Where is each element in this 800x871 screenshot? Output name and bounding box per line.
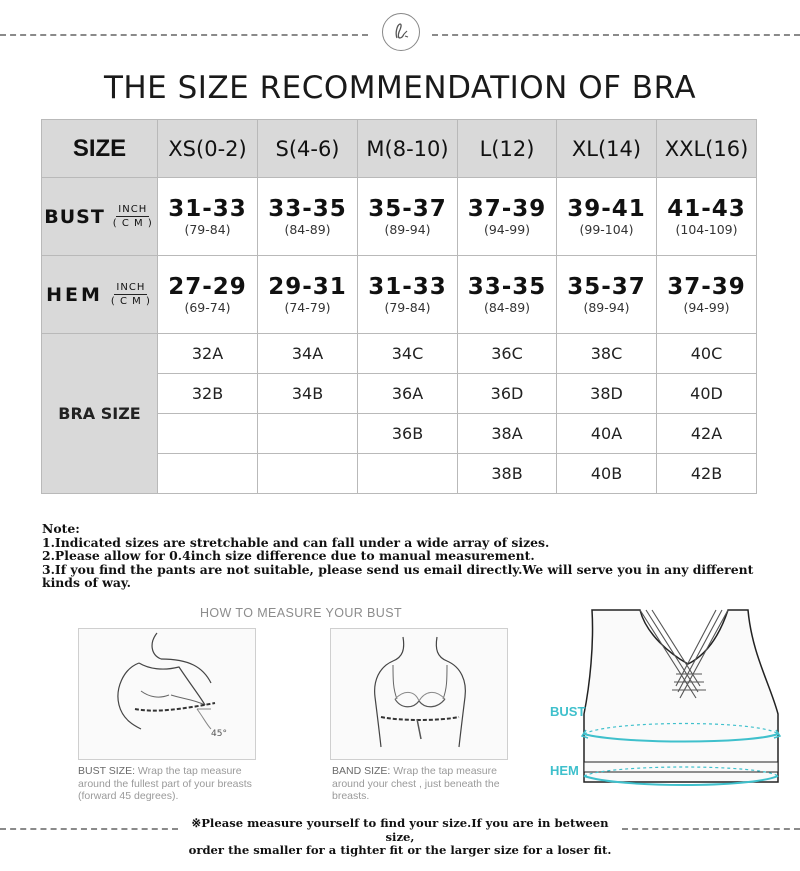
size-header-cell: XL(14) <box>557 120 657 178</box>
size-header-row <box>42 120 757 178</box>
bra-size-cell: 38B <box>458 454 557 494</box>
bust-size-caption <box>78 765 263 803</box>
bra-size-cell: 40D <box>657 374 757 414</box>
bra-garment-illustration <box>580 604 790 804</box>
bra-size-cell: 42A <box>657 414 757 454</box>
bra-size-cell: 34B <box>258 374 358 414</box>
footer-note <box>180 817 620 858</box>
page-title: THE SIZE RECOMMENDATION OF BRA <box>103 70 697 106</box>
bra-size-cell: 38A <box>458 414 557 454</box>
hem-row <box>42 256 757 334</box>
bust-cell: 33-35 (84-89) <box>258 178 358 256</box>
note-item: 1.Indicated sizes are stretchable and can fall under a wide array of sizes. <box>42 534 550 550</box>
size-header-cell: L(12) <box>458 120 557 178</box>
bra-size-cell: 34C <box>358 334 458 374</box>
unit-cm: ( C M ) <box>110 296 151 307</box>
band-size-caption-text: Wrap the tap measure around your chest , just beneath the breasts. <box>332 765 500 802</box>
bottom-divider-right <box>622 828 800 830</box>
bust-cell: 39-41 (99-104) <box>557 178 657 256</box>
size-header-cell: S(4-6) <box>258 120 358 178</box>
garment-bust-label: BUST <box>550 704 586 719</box>
bra-size-cell: 36D <box>458 374 557 414</box>
bra-size-cell <box>258 454 358 494</box>
bra-size-cell: 42B <box>657 454 757 494</box>
notes-block <box>42 522 762 590</box>
note-item: 2.Please allow for 0.4inch size difference due to manual measurement. <box>42 548 535 563</box>
measure-section-title: HOW TO MEASURE YOUR BUST <box>200 606 402 620</box>
bra-size-cell: 38D <box>557 374 657 414</box>
bra-size-cell <box>158 414 258 454</box>
size-column-header: SIZE <box>42 120 158 178</box>
bust-row <box>42 178 757 256</box>
bust-row-header <box>42 178 158 256</box>
hem-label: HEM <box>46 283 103 306</box>
bra-size-cell: 32B <box>158 374 258 414</box>
bra-size-cell: 40A <box>557 414 657 454</box>
bust-cell: 31-33 (79-84) <box>158 178 258 256</box>
top-divider-left <box>0 34 368 36</box>
bottom-divider-left <box>0 828 178 830</box>
size-header-cell: M(8-10) <box>358 120 458 178</box>
bra-size-cell: 40B <box>557 454 657 494</box>
top-divider-right <box>432 34 800 36</box>
bust-size-caption-label: BUST SIZE: <box>78 765 135 777</box>
bra-size-cell: 38C <box>557 334 657 374</box>
band-size-caption-label: BAND SIZE: <box>332 765 391 777</box>
bra-size-cell <box>358 454 458 494</box>
footer-note-line: order the smaller for a tighter fit or the larger size for a loser fit. <box>188 843 612 857</box>
bra-size-cell <box>158 454 258 494</box>
bust-measure-figure <box>78 628 256 760</box>
hem-cell: 37-39 (94-99) <box>657 256 757 334</box>
bra-size-cell <box>258 414 358 454</box>
unit-cm: ( C M ) <box>112 218 153 229</box>
hem-cell: 27-29 (69-74) <box>158 256 258 334</box>
note-item: 3.If you find the pants are not suitable, please send us email directly.We will serve you in any different kinds of way. <box>42 561 754 590</box>
hem-cell: 31-33 (79-84) <box>358 256 458 334</box>
bra-size-cell: 40C <box>657 334 757 374</box>
band-size-caption <box>332 765 517 803</box>
bra-size-cell: 36B <box>358 414 458 454</box>
unit-fraction <box>111 203 155 230</box>
bra-size-row <box>42 334 757 374</box>
notes-heading: Note: <box>42 521 80 536</box>
angle-label: 45° <box>211 729 227 739</box>
bust-size-caption-text: Wrap the tap measure around the fullest part of your breasts (forward 45 degrees). <box>78 765 252 802</box>
bust-label: BUST <box>44 205 105 228</box>
garment-hem-label: HEM <box>550 763 579 778</box>
footer-note-line: ※Please measure yourself to find your size.If you are in between size, <box>191 816 609 844</box>
bra-size-cell: 36A <box>358 374 458 414</box>
size-header-cell: XXL(16) <box>657 120 757 178</box>
bust-cell: 35-37 (89-94) <box>358 178 458 256</box>
hem-cell: 33-35 (84-89) <box>458 256 557 334</box>
size-chart-table <box>41 119 757 494</box>
unit-inch: INCH <box>116 282 146 293</box>
hem-row-header <box>42 256 158 334</box>
bust-measure-illustration <box>79 629 257 761</box>
hem-cell: 29-31 (74-79) <box>258 256 358 334</box>
bra-size-cell: 34A <box>258 334 358 374</box>
band-measure-illustration <box>331 629 509 761</box>
unit-fraction <box>109 281 153 308</box>
size-header-cell: XS(0-2) <box>158 120 258 178</box>
hem-cell: 35-37 (89-94) <box>557 256 657 334</box>
bra-size-cell: 32A <box>158 334 258 374</box>
band-measure-figure <box>330 628 508 760</box>
bra-size-header: BRA SIZE <box>42 334 158 494</box>
unit-inch: INCH <box>118 204 148 215</box>
bust-cell: 37-39 (94-99) <box>458 178 557 256</box>
bust-cell: 41-43 (104-109) <box>657 178 757 256</box>
bra-size-cell: 36C <box>458 334 557 374</box>
brand-logo <box>382 13 420 51</box>
